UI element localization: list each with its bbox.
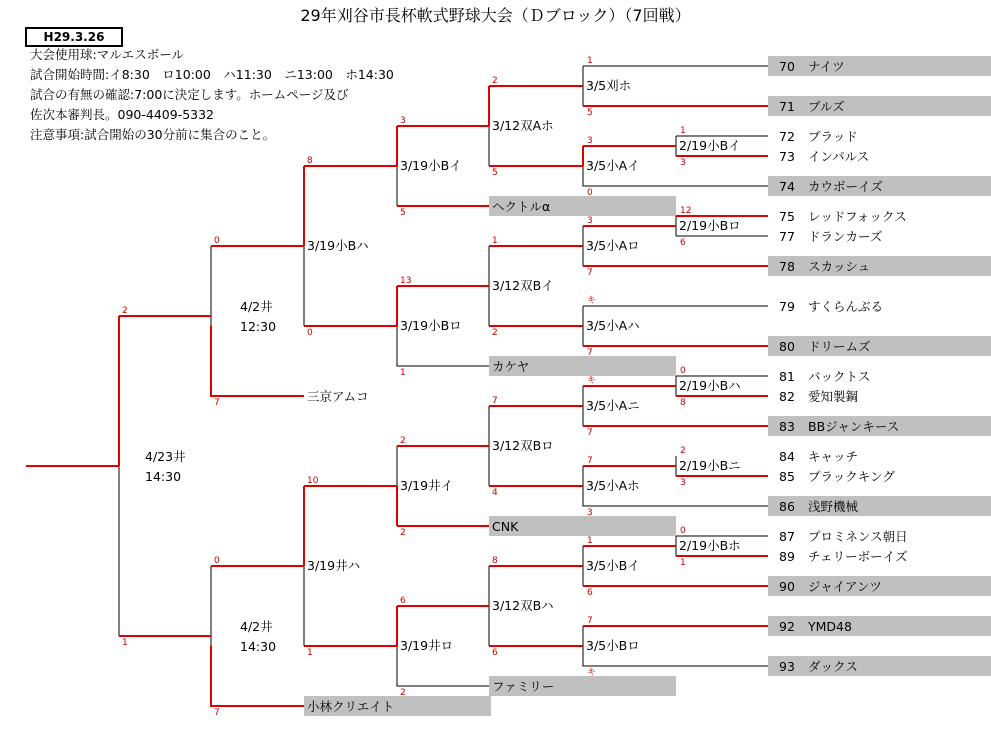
score: 2 [680, 446, 686, 456]
game-r4-b: 3/19小Bロ [400, 318, 462, 333]
game-r1-a: 2/19小Bイ [679, 138, 741, 153]
team-num-73: 73 [779, 149, 795, 164]
score: 12 [680, 206, 692, 216]
team-name-82: 愛知製鋼 [808, 389, 859, 404]
score: 2 [400, 528, 406, 538]
team-box [768, 496, 991, 516]
score: 1 [680, 126, 686, 136]
score-final-top: 2 [122, 306, 128, 316]
seed-sankyo-amco: 三京アムコ [307, 389, 369, 404]
score: 3 [587, 508, 593, 518]
game-r1-e: 2/19小Bホ [679, 538, 741, 553]
score: 7 [587, 616, 593, 626]
team-num-75: 75 [779, 209, 795, 224]
game-r5-a: 3/19小Bハ [307, 238, 369, 253]
game-r3-d: 3/12双Bハ [492, 598, 554, 613]
score: 3 [400, 116, 406, 126]
game-r3-a: 3/12双Aホ [492, 118, 554, 133]
score: キ [587, 296, 597, 306]
score: 7 [587, 348, 593, 358]
score: 7 [492, 396, 498, 406]
team-name-85: ブラックキング [808, 469, 895, 484]
team-num-89: 89 [779, 549, 795, 564]
score: 6 [680, 238, 686, 248]
score: 6 [587, 588, 593, 598]
team-name-89: チェリーボーイズ [808, 549, 908, 564]
team-num-87: 87 [779, 529, 795, 544]
team-name-75: レッドフォックス [808, 209, 907, 224]
team-num-70: 70 [779, 59, 795, 74]
team-box [768, 256, 991, 276]
game-r1-d: 2/19小Bニ [679, 458, 741, 473]
team-name-87: プロミネンス朝日 [808, 529, 908, 544]
game-r4-a: 3/19小Bイ [400, 158, 462, 173]
team-num-77: 77 [779, 229, 795, 244]
game-r3-c: 3/12双Bロ [492, 438, 554, 453]
team-name-80: ドリームズ [808, 339, 871, 354]
team-num-84: 84 [779, 449, 795, 464]
score: 3 [587, 216, 593, 226]
score: 2 [492, 328, 498, 338]
game-r2-f: 3/5小Aホ [586, 478, 640, 493]
score: 0 [680, 366, 686, 376]
team-num-80: 80 [779, 339, 795, 354]
info-umpire: 佐次本審判長。090-4409-5332 [30, 107, 215, 122]
game-r2-e: 3/5小Aニ [586, 398, 640, 413]
team-name-70: ナイツ [808, 59, 845, 74]
seed-cnk: CNK [492, 519, 519, 534]
team-num-74: 74 [779, 179, 795, 194]
game-sf-a-time: 12:30 [240, 319, 277, 334]
team-name-84: キャッチ [808, 449, 859, 464]
team-num-81: 81 [779, 369, 795, 384]
team-name-92: YMD48 [808, 619, 852, 634]
team-name-71: ブルズ [808, 99, 845, 114]
game-r2-b: 3/5小Aイ [586, 158, 640, 173]
score: 1 [680, 558, 686, 568]
score: 8 [492, 556, 498, 566]
score: 2 [400, 436, 406, 446]
game-sf-b-time: 14:30 [240, 639, 277, 654]
game-r2-c: 3/5小Aロ [586, 238, 640, 253]
team-num-93: 93 [779, 659, 795, 674]
team-num-72: 72 [779, 129, 795, 144]
score: 7 [587, 456, 593, 466]
team-num-92: 92 [779, 619, 795, 634]
team-name-90: ジャイアンツ [808, 579, 882, 594]
game-r2-a: 3/5刈ホ [586, 78, 632, 93]
team-num-90: 90 [779, 579, 795, 594]
score: 4 [492, 488, 498, 498]
score: 7 [214, 398, 220, 408]
team-name-78: スカッシュ [808, 259, 871, 274]
game-r2-d: 3/5小Aハ [586, 318, 640, 333]
score: 0 [587, 188, 593, 198]
team-name-81: バックトス [808, 369, 871, 384]
team-name-74: カウボーイズ [808, 179, 883, 194]
score: 0 [680, 526, 686, 536]
page-title: 29年刈谷市長杯軟式野球大会（Ｄブロック）（7回戦） [300, 6, 691, 25]
score: 2 [492, 76, 498, 86]
score: 0 [214, 556, 220, 566]
team-name-93: ダックス [808, 659, 858, 674]
game-r3-b: 3/12双Bイ [492, 278, 554, 293]
score: 2 [400, 688, 406, 698]
team-list [768, 56, 991, 676]
team-box [768, 616, 991, 636]
seed-family: ファミリー [492, 679, 555, 694]
score: 7 [214, 708, 220, 718]
info-confirm: 試合の有無の確認:7:00に決定します。ホームページ及び [30, 87, 349, 102]
score: 1 [587, 536, 593, 546]
game-sf-b: 4/2井 [240, 619, 273, 634]
score: 3 [680, 158, 686, 168]
score: 7 [587, 268, 593, 278]
team-num-82: 82 [779, 389, 795, 404]
game-r1-b: 2/19小Bロ [679, 218, 741, 233]
score: 0 [214, 236, 220, 246]
game-r4-c: 3/19井イ [400, 478, 454, 493]
team-name-83: BBジャンキース [808, 419, 900, 434]
score: 1 [492, 236, 498, 246]
score-final-bottom: 1 [122, 638, 128, 648]
score: 5 [400, 208, 406, 218]
date-label: H29.3.26 [25, 27, 123, 47]
score: 1 [400, 368, 406, 378]
seed-hectorα: ヘクトルα [492, 199, 551, 214]
seed-kobayashi-create: 小林クリエイト [307, 699, 395, 714]
seed-kakeya: カケヤ [492, 359, 530, 374]
team-num-85: 85 [779, 469, 795, 484]
team-name-72: ブラッド [808, 129, 858, 144]
score: 0 [307, 328, 313, 338]
info-notes: 注意事項:試合開始の30分前に集合のこと。 [30, 127, 276, 142]
team-num-71: 71 [779, 99, 795, 114]
game-final-time: 14:30 [145, 469, 182, 484]
team-box [768, 56, 991, 76]
game-sf-a: 4/2井 [240, 299, 273, 314]
score: 7 [587, 428, 593, 438]
game-r2-g: 3/5小Bイ [586, 558, 640, 573]
game-r4-d: 3/19井ロ [400, 638, 454, 653]
team-num-78: 78 [779, 259, 795, 274]
score: 8 [680, 398, 686, 408]
game-r1-c: 2/19小Bハ [679, 378, 741, 393]
info-ball: 大会使用球:マルエスボール [30, 47, 184, 62]
score: 13 [400, 276, 412, 286]
score: 5 [587, 108, 593, 118]
game-r2-h: 3/5小Bロ [586, 638, 640, 653]
score: キ [587, 376, 597, 386]
score: 3 [680, 478, 686, 488]
team-name-73: インパルス [808, 149, 870, 164]
info-start-times: 試合開始時間:イ8:30 ロ10:00 ハ11:30 ニ13:00 ホ14:30 [30, 67, 394, 82]
score: 8 [307, 156, 313, 166]
game-final: 4/23井 [145, 449, 186, 464]
team-box [768, 336, 991, 356]
team-num-86: 86 [779, 499, 795, 514]
score: 1 [307, 648, 313, 658]
score: 5 [492, 168, 498, 178]
game-r5-b: 3/19井ハ [307, 558, 361, 573]
team-name-77: ドランカーズ [808, 229, 883, 244]
team-name-79: すくらんぶる [808, 299, 884, 314]
score: 6 [492, 648, 498, 658]
team-num-79: 79 [779, 299, 795, 314]
score: キ [587, 668, 597, 678]
team-box [768, 96, 991, 116]
team-num-83: 83 [779, 419, 795, 434]
score: 1 [587, 56, 593, 66]
team-box [768, 656, 991, 676]
team-name-86: 浅野機械 [808, 499, 859, 514]
score: 3 [587, 136, 593, 146]
score: 6 [400, 596, 406, 606]
score: 10 [307, 476, 319, 486]
